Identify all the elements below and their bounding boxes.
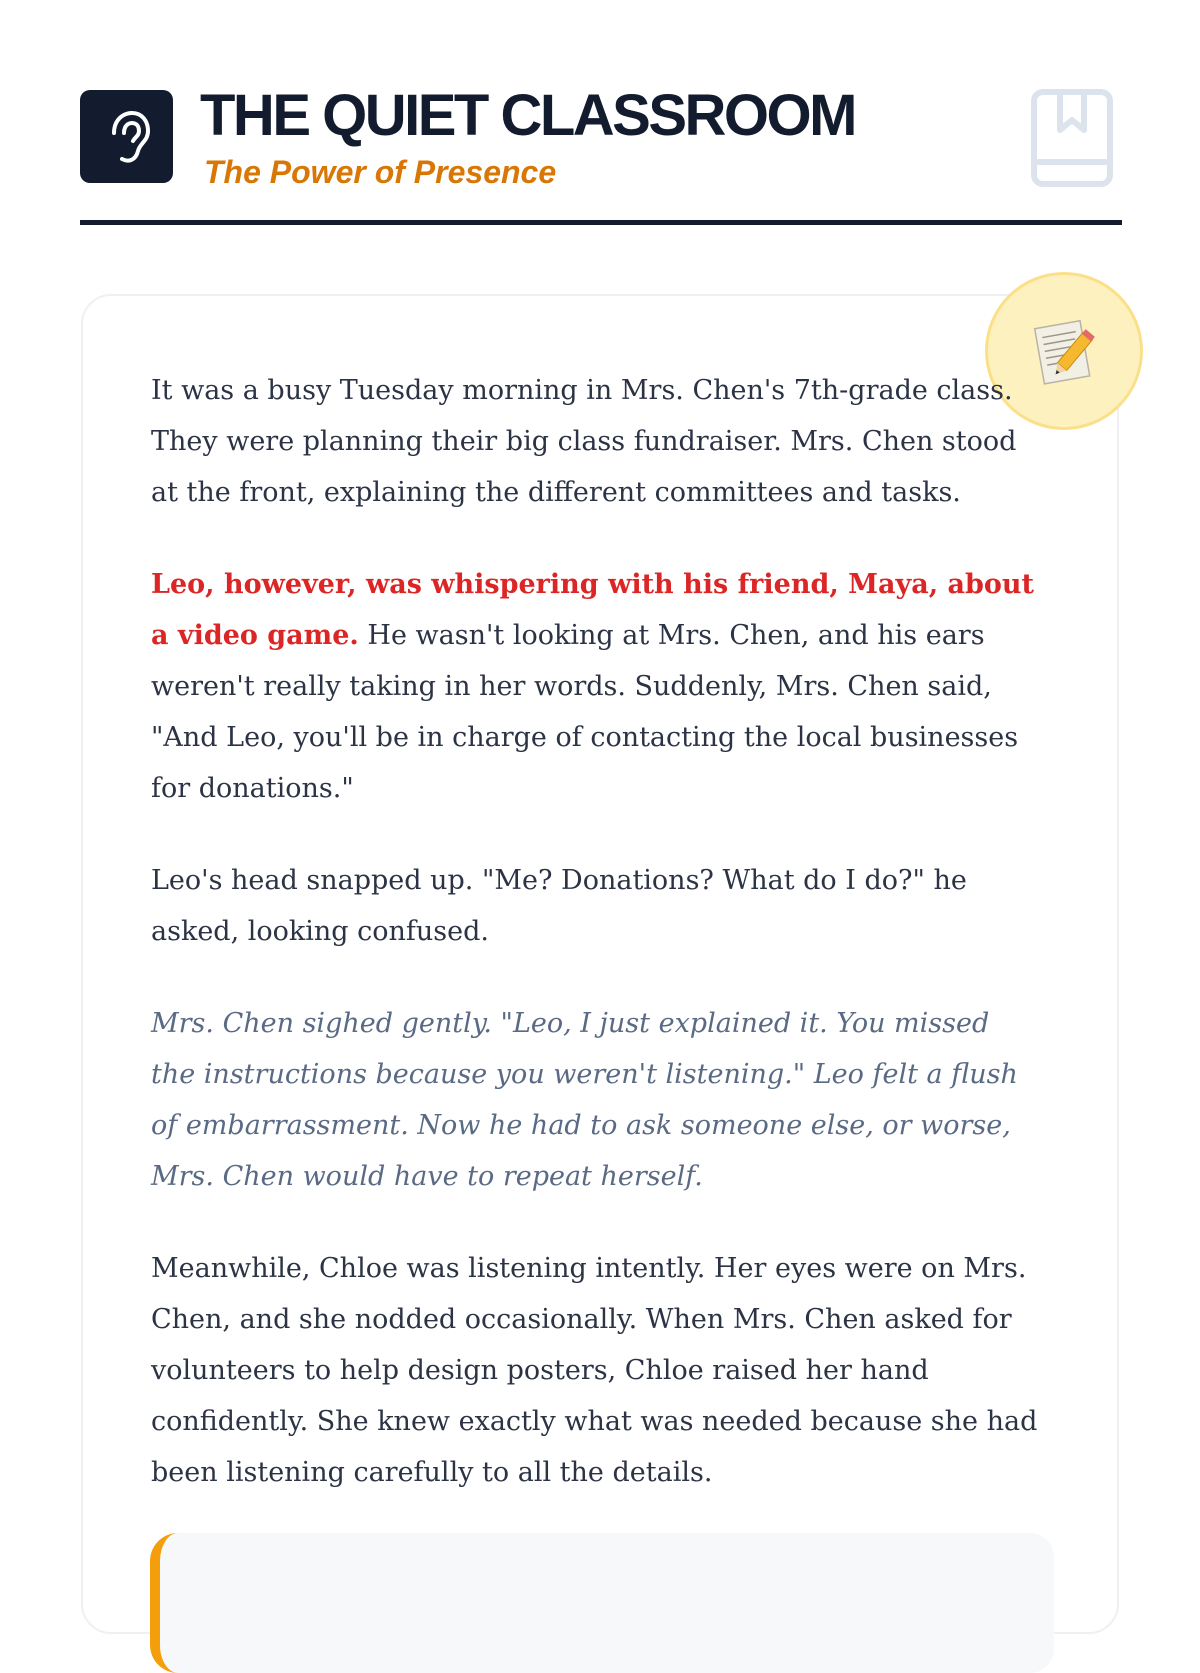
story-paragraph: Leo's head snapped up. "Me? Donations? What do I do?" he asked, looking confused. [151,865,967,947]
header-divider [80,220,1122,225]
book-bookmark-icon[interactable] [1030,88,1114,193]
highlighted-sentence: Leo, however, was whispering with his friend, Maya, about a video game. [151,569,1034,651]
page-title: THE QUIET CLASSROOM [200,83,855,148]
ear-icon [102,109,152,165]
page-subtitle: The Power of Presence [204,154,557,190]
logo [80,90,173,183]
callout-box [150,1533,1054,1673]
story-paragraph [151,559,1041,814]
paragraph-continuation: He wasn't looking at Mrs. Chen, and his ears weren't really taking in her words. Suddenly, Mrs. Chen said, "And Leo, you'll be in charge of contacting the local businesses for donations." [151,620,1019,804]
story-text [151,365,1041,1539]
story-paragraph: Meanwhile, Chloe was listening intently. Her eyes were on Mrs. Chen, and she nodded occasionally. When Mrs. Chen asked for volunteers to help design posters, Chloe raised her hand confidently. She knew exactly what was needed because she had been listening carefully to all the details. [151,1253,1038,1488]
page-header [80,80,1120,190]
story-paragraph-italic: Mrs. Chen sighed gently. "Leo, I just explained it. You missed the instructions because you weren't listening." Leo felt a flush of embarrassment. Now he had to ask someone else, or worse, Mrs. Chen would have to repeat herself. [151,1008,1018,1192]
story-paragraph: It was a busy Tuesday morning in Mrs. Chen's 7th-grade class. They were planning their big class fundraiser. Mrs. Chen stood at the front, explaining the different committees and tasks. [151,375,1017,508]
